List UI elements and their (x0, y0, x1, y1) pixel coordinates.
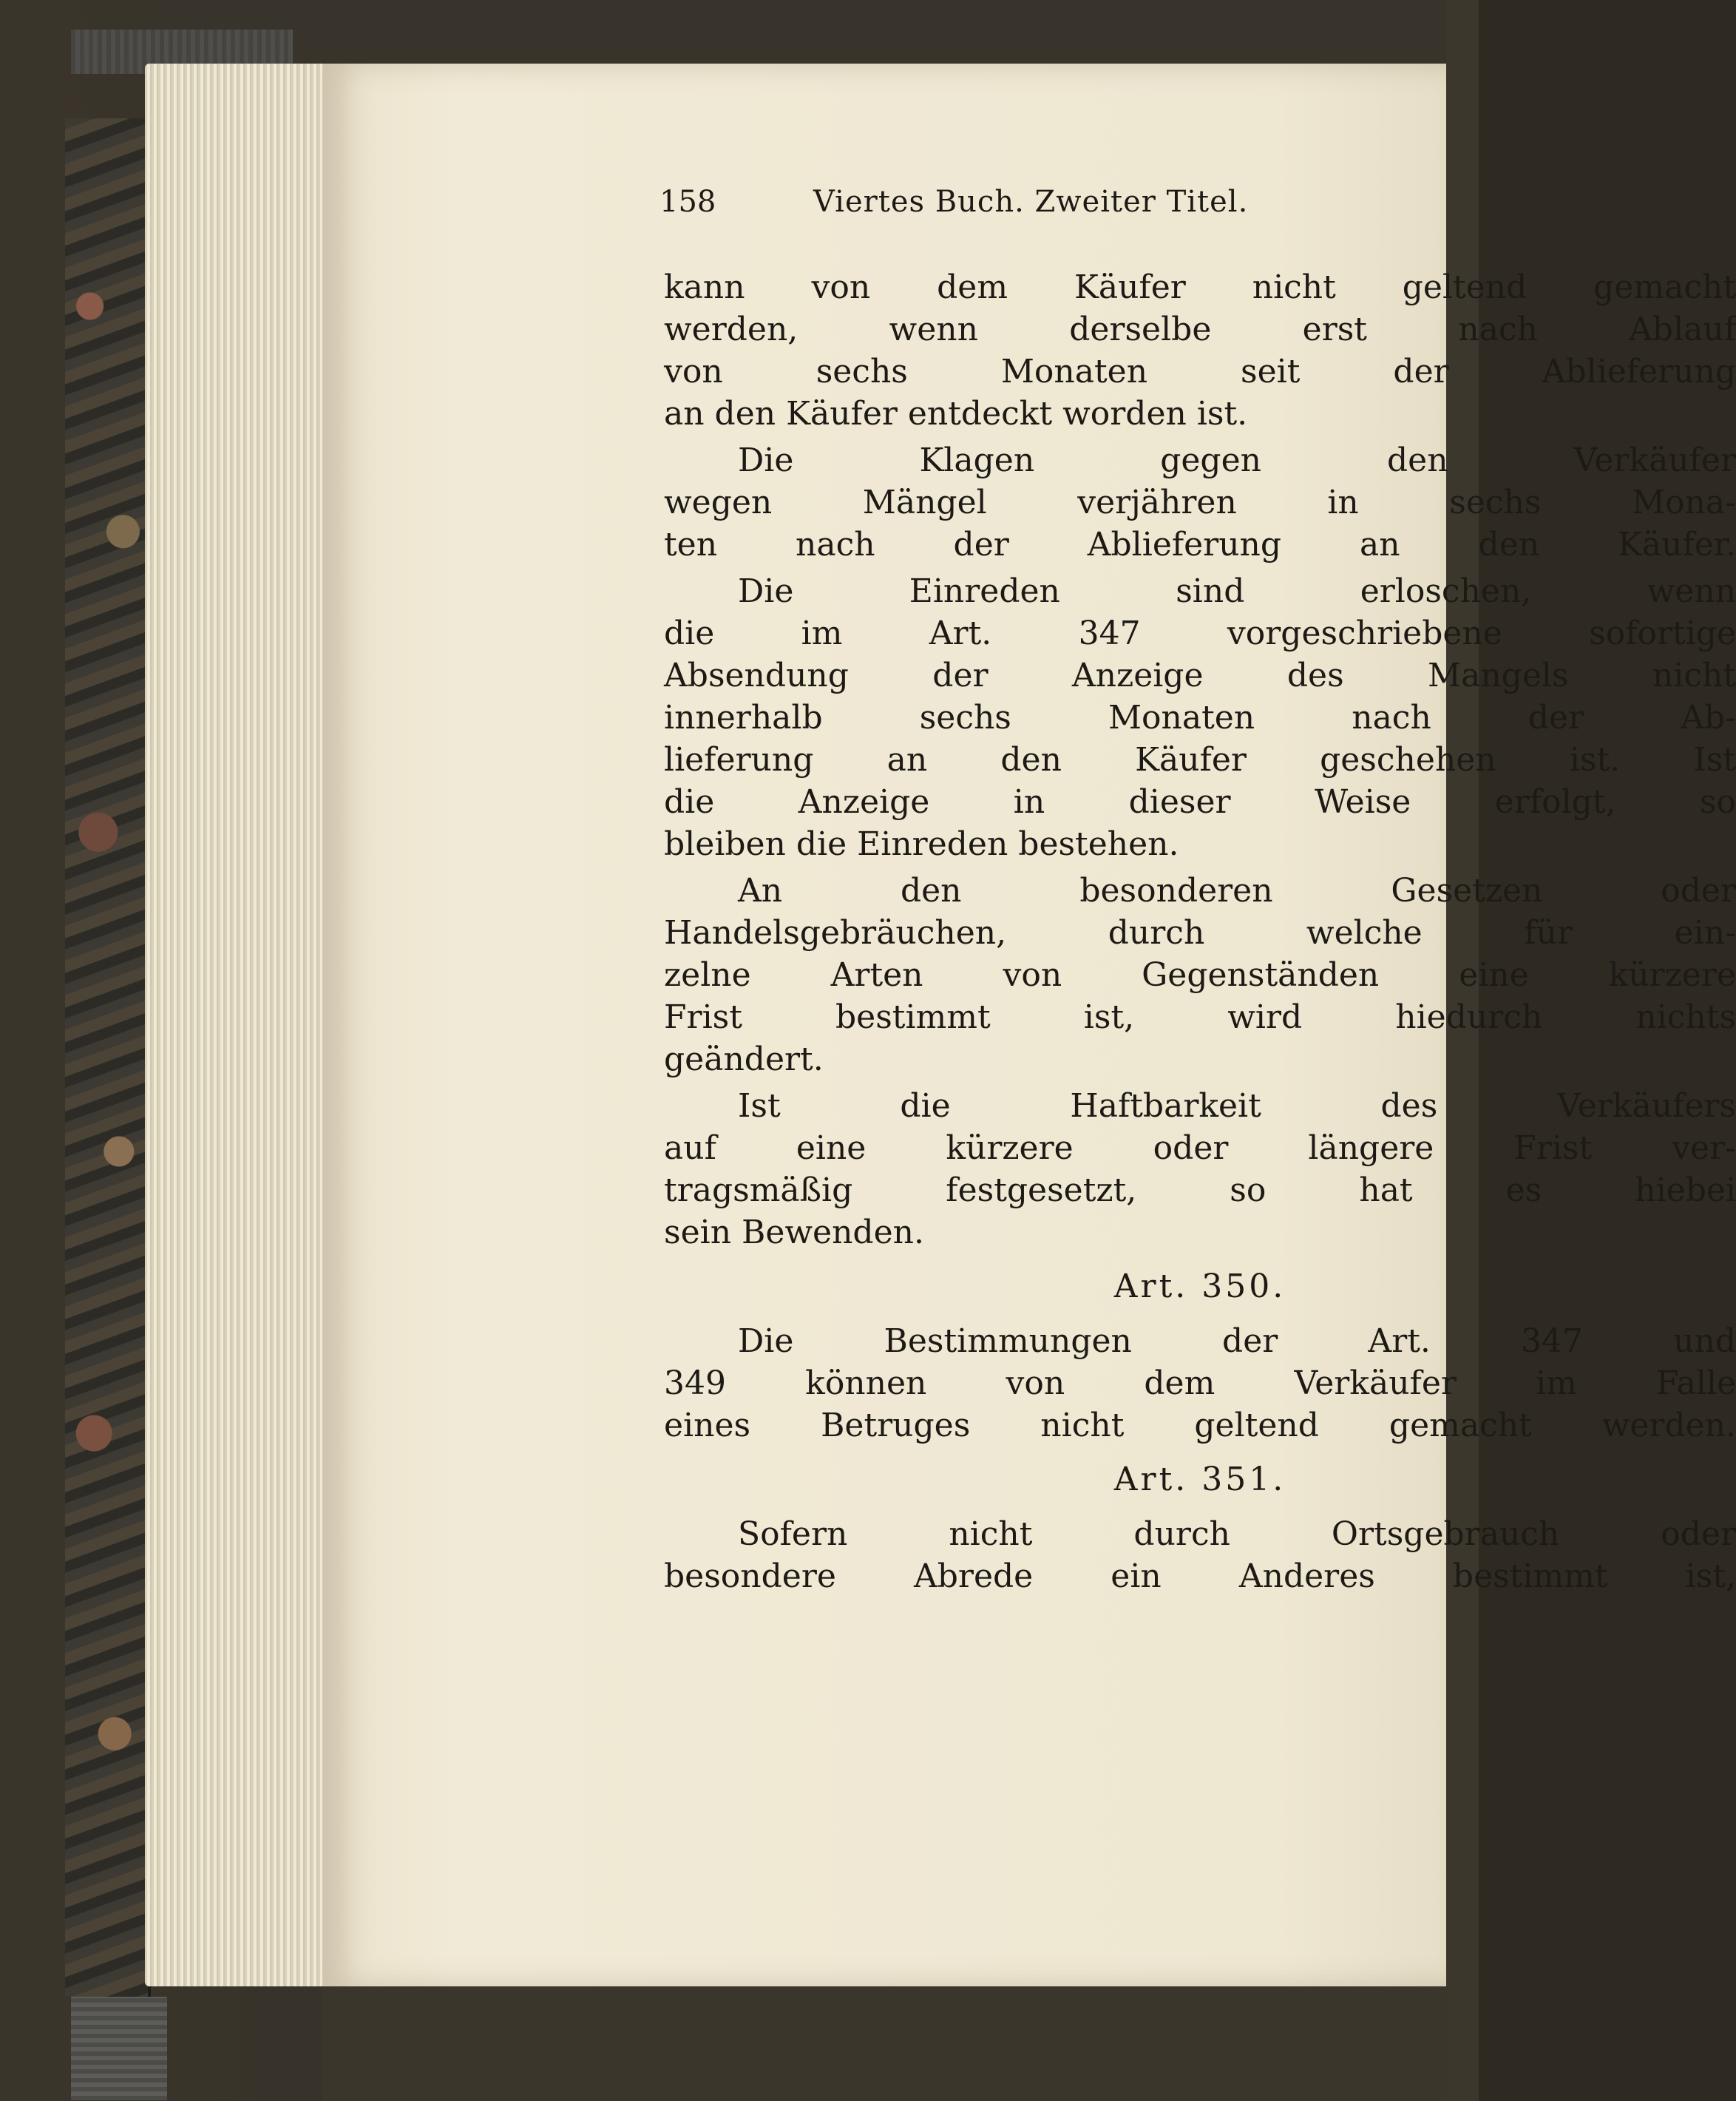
text-line: Ist die Haftbarkeit des Verkäufers (738, 1087, 1736, 1125)
text-line: An den besonderen Gesetzen oder (738, 872, 1736, 910)
text-line: Sofern nicht durch Ortsgebrauch oder (738, 1515, 1736, 1553)
text-line: an den Käufer entdeckt worden ist. (664, 395, 1248, 433)
text-line: wegen Mängel verjähren in sechs Mona- (664, 484, 1736, 521)
text-line: von sechs Monaten seit der Ablieferung (664, 353, 1736, 390)
text-line: sein Bewenden. (664, 1214, 924, 1251)
text-line: Frist bestimmt ist, wird hiedurch nichts (664, 998, 1736, 1036)
background-bottom (322, 1986, 1446, 2101)
running-head (340, 185, 1405, 229)
text-line: innerhalb sechs Monaten nach der Ab- (664, 699, 1736, 737)
paragraph (664, 439, 1736, 566)
text-line: ten nach der Ablieferung an den Käufer. (664, 526, 1736, 564)
body-text (664, 266, 1736, 1597)
text-line: Die Bestimmungen der Art. 347 und (738, 1322, 1736, 1360)
paragraph (664, 870, 1736, 1080)
text-line: Die Klagen gegen den Verkäufer (738, 441, 1736, 479)
paragraph (664, 1513, 1736, 1597)
paragraph (664, 1085, 1736, 1254)
text-line: auf eine kürzere oder längere Frist ver- (664, 1129, 1736, 1167)
article-heading: Art. 351. (1113, 1461, 1286, 1498)
article-heading: Art. 350. (1113, 1268, 1286, 1305)
text-line: die Anzeige in dieser Weise erfolgt, so (664, 783, 1736, 821)
text-line: 349 können von dem Verkäufer im Falle (664, 1364, 1736, 1402)
text-line: werden, wenn derselbe erst nach Ablauf (664, 311, 1736, 348)
text-line: Die Einreden sind erloschen, wenn (738, 572, 1736, 610)
text-line: kann von dem Käufer nicht geltend gemacht (664, 268, 1736, 306)
paragraph (664, 570, 1736, 865)
page-number: 158 (660, 185, 716, 219)
text-line: besondere Abrede ein Anderes bestimmt ist, (664, 1557, 1736, 1595)
text-line: zelne Arten von Gegenständen eine kürzere (664, 956, 1736, 994)
text-line: bleiben die Einreden bestehen. (664, 825, 1179, 863)
page-edges (145, 64, 322, 1986)
text-line: geändert. (664, 1041, 824, 1078)
text-line: eines Betruges nicht geltend gemacht werden. (664, 1407, 1736, 1444)
text-line: tragsmäßig festgesetzt, so hat es hiebei (664, 1171, 1736, 1209)
text-line: lieferung an den Käufer geschehen ist. Ist (664, 741, 1736, 779)
paragraph (664, 266, 1736, 435)
text-line: Absendung der Anzeige des Mangels nicht (664, 657, 1736, 694)
text-line: die im Art. 347 vorgeschriebene sofortige (664, 615, 1736, 652)
book-cloth-bottom (71, 1997, 167, 2100)
marbled-board (65, 118, 151, 1997)
running-title: Viertes Buch. Zweiter Titel. (813, 185, 1249, 219)
text-line: Handelsgebräuchen, durch welche für ein- (664, 914, 1736, 952)
background-top (148, 0, 1479, 64)
paragraph (664, 1320, 1736, 1447)
